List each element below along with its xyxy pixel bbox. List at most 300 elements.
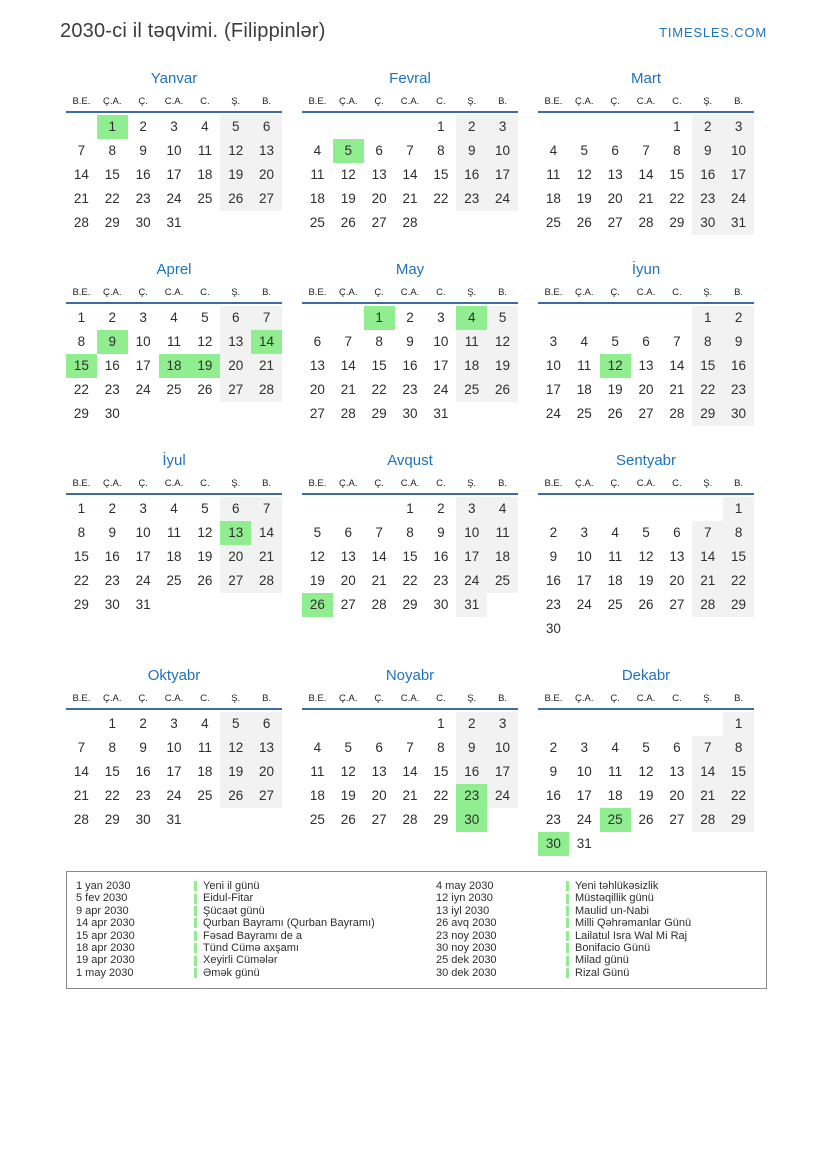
day-cell: 9 [692, 139, 723, 163]
weekday-label: Ç. [610, 478, 620, 489]
day-cell: 15 [723, 545, 754, 569]
legend-holiday [566, 954, 758, 966]
weekday-label: C. [672, 287, 682, 298]
holiday-marker-icon [194, 906, 197, 916]
empty-cell [631, 712, 662, 736]
day-cell: 14 [638, 167, 654, 182]
day-cell: 4 [201, 119, 209, 134]
holiday-marker-icon [194, 956, 197, 966]
empty-cell [364, 712, 395, 736]
weekday-label: C.A. [400, 96, 420, 107]
day-cell: 11 [166, 334, 181, 349]
day-cell: 11 [197, 740, 212, 755]
legend-holiday [566, 880, 758, 892]
weekday-header-row [302, 693, 518, 710]
day-cell: 20 [340, 573, 356, 588]
day-cell: 18 [607, 788, 623, 803]
day-cell: 2 [139, 716, 147, 731]
day-cell: 4 [611, 525, 619, 540]
weekday-label: C. [436, 693, 446, 704]
day-cell: 31 [166, 215, 182, 230]
holiday-day-cell: 30 [538, 832, 569, 856]
weekday-label: B. [262, 478, 272, 489]
day-cell: 1 [108, 716, 117, 731]
day-cell: 21 [251, 354, 282, 378]
day-cell: 13 [371, 764, 387, 779]
day-cell: 16 [456, 163, 487, 187]
day-cell: 2 [139, 119, 147, 134]
day-cell: 5 [201, 501, 209, 516]
day-cell: 4 [313, 143, 322, 158]
weekday-header-row [302, 287, 518, 304]
day-cell: 19 [220, 163, 251, 187]
day-cell: 18 [545, 191, 561, 206]
day-cell: 2 [108, 501, 117, 516]
day-cell: 29 [723, 808, 754, 832]
day-cell: 6 [220, 497, 251, 521]
weekday-label: C.A. [400, 693, 420, 704]
holiday-name: Yeni təhlükəsizlik [575, 880, 659, 892]
day-cell: 28 [73, 215, 89, 230]
legend-row [76, 930, 758, 942]
day-cell: 12 [220, 139, 251, 163]
day-cell: 5 [313, 525, 322, 540]
empty-cell [333, 115, 364, 139]
empty-cell [333, 712, 364, 736]
empty-cell [661, 712, 692, 736]
day-cell: 8 [692, 330, 723, 354]
weekday-label: B. [498, 287, 508, 298]
empty-cell [333, 497, 364, 521]
weekday-header-row [66, 287, 282, 304]
day-cell: 16 [135, 764, 151, 779]
day-cell: 23 [545, 812, 561, 827]
day-cell: 27 [340, 597, 356, 612]
day-cell: 28 [251, 569, 282, 593]
holiday-day-cell: 14 [251, 330, 282, 354]
month-avqust [302, 452, 518, 617]
day-cell: 12 [340, 167, 356, 182]
empty-cell [302, 306, 333, 330]
day-cell: 24 [166, 191, 182, 206]
month-mart [538, 70, 754, 235]
weekday-label: B.E. [544, 478, 563, 489]
day-cell: 2 [456, 712, 487, 736]
day-cell: 26 [638, 812, 654, 827]
day-cell: 3 [139, 501, 147, 516]
legend-date: 18 apr 2030 [76, 942, 135, 955]
month-oktyabr [66, 667, 282, 832]
day-cell: 11 [310, 764, 325, 779]
day-cell: 6 [251, 115, 282, 139]
day-cell: 13 [669, 764, 685, 779]
day-cell: 19 [576, 191, 592, 206]
month-aprel [66, 261, 282, 426]
day-cell: 18 [576, 382, 592, 397]
day-cell: 27 [309, 406, 325, 421]
day-cell: 14 [669, 358, 685, 373]
weekday-label: Ç.A. [339, 287, 358, 298]
day-cell: 25 [487, 569, 518, 593]
day-cell: 17 [166, 167, 182, 182]
holiday-day-cell: 26 [302, 593, 333, 617]
weekday-label: B.E. [72, 478, 91, 489]
empty-cell [631, 497, 662, 521]
month-days [302, 113, 518, 235]
day-cell: 6 [375, 740, 383, 755]
day-cell: 18 [487, 545, 518, 569]
day-cell: 29 [371, 406, 387, 421]
day-cell: 27 [607, 215, 623, 230]
weekday-label: Ç.A. [339, 478, 358, 489]
day-cell: 5 [220, 712, 251, 736]
legend-date: 12 iyn 2030 [436, 892, 493, 905]
holiday-name: Xeyirli Cümələr [203, 954, 278, 967]
day-cell: 10 [487, 139, 518, 163]
day-cell: 31 [456, 593, 487, 617]
day-cell: 9 [406, 334, 414, 349]
day-cell: 25 [166, 573, 182, 588]
day-cell: 8 [723, 736, 754, 760]
weekday-label: B.E. [72, 96, 91, 107]
weekday-label: C.A. [164, 287, 184, 298]
weekday-label: C. [200, 693, 210, 704]
day-cell: 31 [166, 812, 182, 827]
empty-cell [692, 712, 723, 736]
legend-holiday [566, 905, 758, 917]
day-cell: 11 [487, 521, 518, 545]
weekday-header-row [538, 478, 754, 495]
day-cell: 5 [611, 334, 619, 349]
legend-holiday [566, 930, 758, 942]
day-cell: 28 [371, 597, 387, 612]
month-may [302, 261, 518, 426]
day-cell: 4 [201, 716, 209, 731]
day-cell: 17 [433, 358, 449, 373]
day-cell: 30 [433, 597, 449, 612]
day-cell: 22 [402, 573, 418, 588]
weekday-label: C. [436, 478, 446, 489]
day-cell: 3 [580, 740, 589, 755]
day-cell: 21 [402, 191, 418, 206]
site-link[interactable]: TIMESLES.COM [659, 25, 767, 40]
weekday-label: Ç. [374, 287, 384, 298]
weekday-label: B.E. [544, 693, 563, 704]
day-cell: 18 [197, 167, 213, 182]
day-cell: 8 [108, 740, 117, 755]
day-cell: 7 [692, 521, 723, 545]
legend-date: 13 iyl 2030 [436, 904, 490, 917]
weekday-label: Ç.A. [103, 478, 122, 489]
day-cell: 21 [371, 573, 387, 588]
day-cell: 11 [608, 764, 623, 779]
day-cell: 13 [220, 330, 251, 354]
day-cell: 14 [371, 549, 387, 564]
day-cell: 23 [456, 187, 487, 211]
month-sentyabr [538, 452, 754, 641]
day-cell: 10 [545, 358, 561, 373]
empty-cell [569, 712, 600, 736]
day-cell: 15 [104, 764, 120, 779]
empty-cell [302, 712, 333, 736]
legend-date: 25 dek 2030 [436, 954, 497, 967]
holiday-name: Qurban Bayramı (Qurban Bayramı) [203, 917, 375, 930]
day-cell: 6 [642, 334, 650, 349]
day-cell: 4 [170, 501, 178, 516]
day-cell: 19 [220, 760, 251, 784]
weekday-label: B. [262, 287, 272, 298]
day-cell: 27 [669, 597, 685, 612]
day-cell: 9 [437, 525, 445, 540]
day-cell: 24 [456, 569, 487, 593]
holiday-legend [66, 871, 767, 989]
day-cell: 29 [692, 402, 723, 426]
weekday-label: C. [672, 693, 682, 704]
legend-holiday [566, 942, 758, 954]
weekday-label: B.E. [72, 287, 91, 298]
holiday-marker-icon [194, 943, 197, 953]
day-cell: 23 [692, 187, 723, 211]
day-cell: 30 [402, 406, 418, 421]
weekday-label: Ş. [703, 478, 713, 489]
day-cell: 8 [437, 740, 445, 755]
month-title: İyun [631, 261, 661, 278]
day-cell: 25 [309, 215, 325, 230]
holiday-marker-icon [566, 906, 569, 916]
day-cell: 11 [456, 330, 487, 354]
day-cell: 22 [104, 788, 120, 803]
holiday-marker-icon [566, 918, 569, 928]
day-cell: 12 [220, 736, 251, 760]
day-cell: 17 [487, 163, 518, 187]
day-cell: 12 [576, 167, 592, 182]
day-cell: 18 [166, 549, 182, 564]
weekday-header-row [538, 96, 754, 113]
holiday-marker-icon [566, 881, 569, 891]
month-noyabr [302, 667, 518, 832]
day-cell: 19 [197, 549, 213, 564]
day-cell: 16 [104, 358, 120, 373]
day-cell: 23 [433, 573, 449, 588]
month-title: Mart [631, 70, 661, 87]
empty-cell [692, 497, 723, 521]
holiday-marker-icon [194, 894, 197, 904]
empty-cell [395, 712, 426, 736]
legend-date: 1 yan 2030 [76, 880, 131, 892]
day-cell: 28 [692, 593, 723, 617]
day-cell: 5 [201, 310, 209, 325]
day-cell: 28 [669, 406, 685, 421]
weekday-label: B.E. [308, 96, 327, 107]
day-cell: 2 [549, 525, 558, 540]
day-cell: 3 [170, 119, 178, 134]
day-cell: 12 [487, 330, 518, 354]
day-cell: 26 [607, 406, 623, 421]
day-cell: 28 [73, 812, 89, 827]
day-cell: 23 [545, 597, 561, 612]
day-cell: 7 [77, 740, 86, 755]
weekday-header-row [66, 96, 282, 113]
empty-cell [538, 497, 569, 521]
holiday-day-cell: 15 [66, 354, 97, 378]
holiday-day-cell: 23 [456, 784, 487, 808]
day-cell: 16 [545, 788, 561, 803]
holiday-name: Əmək günü [203, 966, 260, 979]
day-cell: 7 [406, 143, 414, 158]
holiday-day-cell: 18 [159, 354, 190, 378]
day-cell: 17 [135, 358, 151, 373]
day-cell: 13 [638, 358, 654, 373]
day-cell: 27 [669, 812, 685, 827]
month-iyun [538, 261, 754, 426]
day-cell: 1 [437, 119, 445, 134]
weekday-label: Ş. [467, 96, 477, 107]
day-cell: 2 [549, 740, 558, 755]
day-cell: 6 [251, 712, 282, 736]
weekday-label: Ç.A. [339, 693, 358, 704]
day-cell: 26 [220, 784, 251, 808]
empty-cell [66, 115, 97, 139]
day-cell: 15 [669, 167, 685, 182]
day-cell: 17 [456, 545, 487, 569]
legend-date: 23 noy 2030 [436, 929, 497, 942]
day-cell: 6 [375, 143, 383, 158]
day-cell: 20 [309, 382, 325, 397]
holiday-day-cell: 12 [600, 354, 631, 378]
day-cell: 5 [580, 143, 589, 158]
empty-cell [600, 115, 631, 139]
day-cell: 21 [638, 191, 654, 206]
day-cell: 28 [638, 215, 654, 230]
day-cell: 26 [340, 215, 356, 230]
holiday-day-cell: 9 [97, 330, 128, 354]
day-cell: 20 [251, 760, 282, 784]
legend-holiday [566, 892, 758, 904]
month-days [302, 710, 518, 832]
day-cell: 14 [73, 167, 89, 182]
day-cell: 1 [437, 716, 445, 731]
day-cell: 11 [546, 167, 561, 182]
day-cell: 16 [692, 163, 723, 187]
holiday-day-cell: 1 [364, 306, 395, 330]
weekday-label: Ç. [138, 287, 148, 298]
day-cell: 4 [611, 740, 619, 755]
day-cell: 4 [549, 143, 558, 158]
month-iyul [66, 452, 282, 617]
weekday-label: Ş. [703, 693, 713, 704]
holiday-name: Tünd Cümə axşamı [203, 942, 299, 955]
day-cell: 6 [673, 525, 681, 540]
day-cell: 18 [309, 788, 325, 803]
holiday-marker-icon [194, 881, 197, 891]
day-cell: 15 [433, 167, 449, 182]
day-cell: 21 [73, 788, 89, 803]
holiday-name: Rizal Günü [575, 966, 630, 979]
day-cell: 3 [487, 115, 518, 139]
day-cell: 7 [406, 740, 414, 755]
weekday-label: B.E. [308, 478, 327, 489]
day-cell: 24 [576, 812, 592, 827]
day-cell: 17 [545, 382, 561, 397]
day-cell: 27 [638, 406, 654, 421]
day-cell: 1 [692, 306, 723, 330]
day-cell: 26 [487, 378, 518, 402]
day-cell: 23 [104, 573, 120, 588]
weekday-header-row [66, 693, 282, 710]
day-cell: 21 [669, 382, 685, 397]
weekday-label: B. [498, 478, 508, 489]
weekday-label: Ç.A. [339, 96, 358, 107]
holiday-day-cell: 30 [456, 808, 487, 832]
month-days [538, 495, 754, 641]
day-cell: 14 [692, 760, 723, 784]
day-cell: 15 [723, 760, 754, 784]
day-cell: 30 [104, 406, 120, 421]
day-cell: 26 [220, 187, 251, 211]
weekday-label: B.E. [72, 693, 91, 704]
holiday-day-cell: 19 [189, 354, 220, 378]
weekday-label: C. [672, 478, 682, 489]
legend-date: 5 fev 2030 [76, 892, 128, 905]
day-cell: 11 [577, 358, 592, 373]
legend-row [76, 880, 758, 892]
day-cell: 4 [580, 334, 589, 349]
weekday-label: B. [262, 693, 272, 704]
day-cell: 23 [104, 382, 120, 397]
day-cell: 17 [576, 788, 592, 803]
legend-date: 15 apr 2030 [76, 929, 135, 942]
day-cell: 7 [375, 525, 383, 540]
legend-row [76, 905, 758, 917]
day-cell: 19 [487, 354, 518, 378]
day-cell: 5 [220, 115, 251, 139]
holiday-marker-icon [566, 968, 569, 978]
day-cell: 30 [104, 597, 120, 612]
month-title: Yanvar [150, 70, 198, 87]
weekday-label: Ç. [374, 693, 384, 704]
weekday-header-row [538, 693, 754, 710]
weekday-label: C. [200, 287, 210, 298]
legend-row [76, 942, 758, 954]
day-cell: 15 [73, 549, 89, 564]
month-days [538, 710, 754, 856]
empty-cell [569, 497, 600, 521]
day-cell: 12 [638, 764, 654, 779]
day-cell: 26 [197, 573, 213, 588]
holiday-name: Maulid un-Nabi [575, 904, 649, 917]
weekday-label: C. [436, 96, 446, 107]
weekday-label: Ç.A. [103, 693, 122, 704]
weekday-label: B.E. [308, 693, 327, 704]
weekday-label: Ç.A. [575, 96, 594, 107]
day-cell: 22 [371, 382, 387, 397]
day-cell: 2 [108, 310, 117, 325]
day-cell: 9 [456, 736, 487, 760]
weekday-label: C.A. [164, 96, 184, 107]
day-cell: 11 [310, 167, 325, 182]
day-cell: 27 [220, 569, 251, 593]
day-cell: 24 [487, 784, 518, 808]
day-cell: 15 [371, 358, 387, 373]
day-cell: 29 [104, 215, 120, 230]
empty-cell [631, 115, 662, 139]
weekday-label: B. [734, 96, 744, 107]
legend-date: 14 apr 2030 [76, 917, 135, 930]
weekday-label: C.A. [164, 478, 184, 489]
empty-cell [538, 306, 569, 330]
holiday-marker-icon [194, 931, 197, 941]
header [0, 0, 827, 43]
